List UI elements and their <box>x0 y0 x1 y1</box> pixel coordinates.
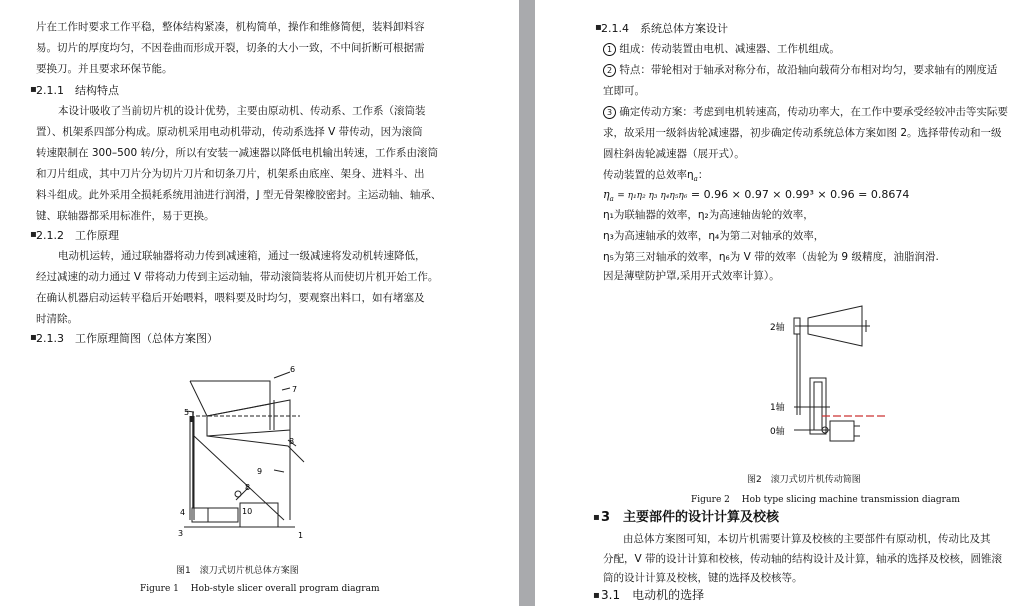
eta-definition-line: η₃为高速轴承的效率，η₄为第二对轴承的效率， <box>603 230 825 242</box>
figure-1-slicer-diagram <box>170 360 320 540</box>
heading-2-1-2: 2.1.2 工作原理 <box>36 229 119 242</box>
paragraph-line: 求，故采用一级斜齿轮减速器，初步确定传动系统总体方案如图 2。选择带传动和一级 <box>603 127 1002 139</box>
heading-bullet-marker: ▪ <box>30 332 37 343</box>
paragraph-line: 料斗组成。此外采用全损耗系统用油进行润滑，J 型无骨架橡胶密封。主运动轴、轴承、 <box>36 189 442 201</box>
paragraph-line: 分配，V 带的设计计算和校核，传动轴的结构设计及计算，轴承的选择及校核，圆锥滚 <box>603 553 1003 565</box>
numbered-item-3 <box>603 106 1008 119</box>
figure-2-caption-cn: 图2 滚刀式切片机传动简图 <box>747 475 861 485</box>
figure-1-label: 9 <box>257 467 263 476</box>
figure-1-label: 5 <box>184 408 190 417</box>
paragraph-line: 要换刀。并且要求环保节能。 <box>36 63 173 75</box>
heading-bullet-marker: ▪ <box>30 229 37 240</box>
heading-3: 3 主要部件的设计计算及校核 <box>601 510 780 525</box>
figure-2-caption-en: Figure 2 Hob type slicing machine transmission diagram <box>691 495 960 505</box>
heading-2-1-3: 2.1.3 工作原理简图（总体方案图） <box>36 332 218 345</box>
paragraph-line: 和刀片组成，其中刀片分为切片刀片和切条刀片，机架系由底座、架身、进料斗、出 <box>36 168 425 180</box>
efficiency-intro: 传动装置的总效率$\eta_a$： <box>603 169 709 184</box>
item-text: 组成：传动装置由电机、减速器、工作机组成。 <box>619 43 840 55</box>
numbered-item-1 <box>603 43 840 56</box>
document-page-right <box>535 0 1035 606</box>
heading-2-1-1: 2.1.1 结构特点 <box>36 84 119 97</box>
paragraph-line: 易。切片的厚度均匀，不因卷曲而形成开裂，切条的大小一致，不中间折断可根据需 <box>36 42 425 54</box>
shaft-label-2: 2轴 <box>770 323 785 333</box>
efficiency-formula: $\eta_a = \eta_1\eta_2$ η₃ η₄η₅η₆ = 0.96 × 0.97 × 0.99³ × 0.96 = 0.8674 <box>603 188 910 204</box>
heading-bullet-marker: ▪ <box>595 22 602 33</box>
paragraph-line: 置）、机架系四部分构成。原动机采用电动机带动，传动系选择 V 带传动，因为滚筒 <box>36 126 423 138</box>
figure-1-label: 8 <box>245 483 251 492</box>
eta-definition-line: η₅为第三对轴承的效率，η₆为 V 带的效率（齿轮为 9 级精度，油脂润滑. <box>603 251 939 263</box>
item-text: 确定传动方案：考虑到电机转速高，传动功率大，在工作中要承受经较冲击等实际要 <box>619 106 1008 118</box>
paragraph-line: 本设计吸收了当前切片机的设计优势，主要由原动机、传动系、工作系（滚筒装 <box>58 105 426 117</box>
shaft-label-1: 1轴 <box>770 403 785 413</box>
paragraph-line: 经过减速的动力通过 V 带将动力传到主运动轴，带动滚筒装将从而使切片机开始工作。 <box>36 271 439 283</box>
paragraph-line: 筒的设计计算及校核，键的选择及校核等。 <box>603 572 803 584</box>
shaft-label-0: 0轴 <box>770 427 785 437</box>
figure-1-caption-cn: 图1 滚刀式切片机总体方案图 <box>176 566 299 576</box>
numbered-item-2 <box>603 64 997 77</box>
eta-definition-line: η₁为联轴器的效率，η₂为高速轴齿轮的效率， <box>603 209 814 221</box>
circled-number: 2 <box>603 64 616 77</box>
heading-2-1-4: 2.1.4 系统总体方案设计 <box>601 22 728 35</box>
circled-number: 3 <box>603 106 616 119</box>
item-text: 特点：带轮相对于轴承对称分布，故沿轴向载荷分布相对均匀，要求轴有的刚度适 <box>619 64 998 76</box>
heading-bullet-marker: ▪ <box>30 84 37 95</box>
figure-1-label: 7 <box>292 385 298 394</box>
paragraph-line: 片在工作时要求工作平稳，整体结构紧凑，机构简单，操作和维修简便，装料卸料容 <box>36 21 425 33</box>
figure-1-label: 3 <box>178 529 184 538</box>
heading-3-1: 3.1 电动机的选择 <box>601 588 705 602</box>
paragraph-line: 宜即可。 <box>603 85 645 97</box>
paragraph-line: 时清除。 <box>36 313 78 325</box>
figure-2-transmission-diagram <box>770 300 900 455</box>
paragraph-line: 电动机运转，通过联轴器将动力传到减速箱，通过一级减速将发动机转速降低， <box>58 250 426 262</box>
figure-1-label: 4 <box>180 508 186 517</box>
figure-1-caption-en: Figure 1 Hob-style slicer overall program diagram <box>140 584 380 594</box>
circled-number: 1 <box>603 43 616 56</box>
figure-1-label: 8 <box>289 437 295 446</box>
paragraph-line: 由总体方案图可知，本切片机需要计算及校核的主要部件有原动机，传动比及其 <box>623 533 991 545</box>
eta-definition-line: 因是薄壁防护罩,采用开式效率计算）。 <box>603 270 780 282</box>
figure-1-label: 1 <box>298 531 304 540</box>
figure-1-label: 6 <box>290 365 296 374</box>
heading-bullet-marker: ▪ <box>593 590 600 601</box>
paragraph-line: 圆柱斜齿轮减速器（展开式）。 <box>603 148 745 160</box>
figure-1-label: 10 <box>242 507 253 516</box>
paragraph-line: 转速限制在 300–500 转/分，所以有安装一减速器以降低电机输出转速，工作系由滚筒 <box>36 147 439 159</box>
heading-bullet-marker: ▪ <box>593 512 600 523</box>
paragraph-line: 在确认机器启动运转平稳后开始喂料，喂料要及时均匀，要观察出料口，如有堵塞及 <box>36 292 425 304</box>
paragraph-line: 键、联轴器都采用标准件，易于更换。 <box>36 210 215 222</box>
